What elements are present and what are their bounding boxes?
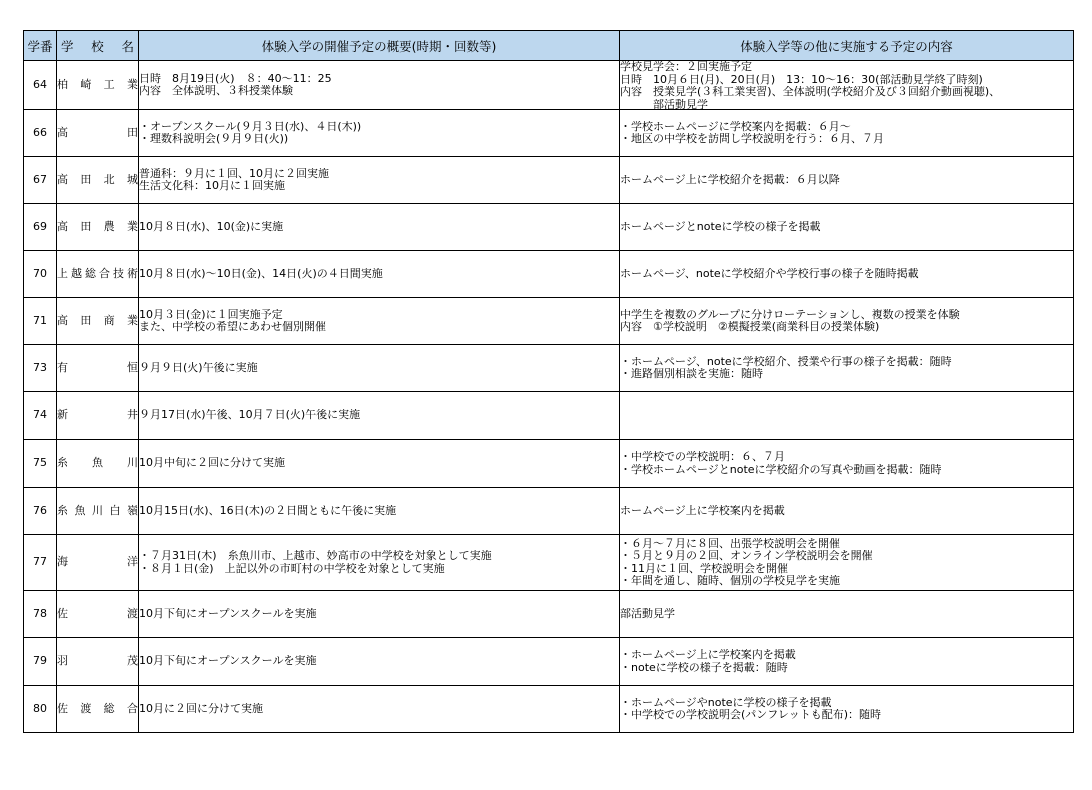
school-number: 66 — [24, 110, 57, 157]
overview-cell-line: 日時 8月19日(火) ８：40～11：25 — [139, 72, 332, 85]
overview-cell — [139, 110, 620, 157]
other-content-cell-line: ・５月と９月の２回、オンライン学校説明会を開催 — [620, 550, 873, 562]
other-content-cell — [620, 298, 1074, 345]
overview-cell — [139, 535, 620, 591]
school-name: 有恒 — [57, 345, 139, 392]
table-row — [24, 204, 1074, 251]
overview-cell-line: 10月３日(金)に１回実施予定 — [139, 308, 283, 321]
table-row — [24, 251, 1074, 298]
school-name: 高田農業 — [57, 204, 139, 251]
header-other: 体験入学等の他に実施する予定の内容 — [620, 31, 1074, 61]
other-content-cell-line: ・年間を通し、随時、個別の学校見学を実施 — [620, 575, 840, 587]
table-row — [24, 61, 1074, 110]
school-number: 70 — [24, 251, 57, 298]
other-content-cell — [620, 638, 1074, 686]
overview-cell-line: また、中学校の希望にあわせ個別開催 — [139, 321, 326, 333]
school-name: 柏崎工業 — [57, 61, 139, 110]
school-name: 上越総合技術 — [57, 251, 139, 298]
overview-cell-line: 10月中旬に２回に分けて実施 — [139, 457, 285, 470]
school-name: 高田 — [57, 110, 139, 157]
other-content-cell-line: 学校見学会：２回実施予定 — [620, 61, 752, 73]
other-content-cell-line: ・学校ホームページに学校案内を掲載：６月～ — [620, 120, 851, 133]
school-number: 64 — [24, 61, 57, 110]
other-content-cell — [620, 251, 1074, 298]
other-content-cell-line: ホームページ上に学校紹介を掲載：６月以降 — [620, 173, 840, 186]
other-content-cell-line: 内容 授業見学(３科工業実習)、全体説明(学校紹介及び３回紹介動画視聴)、 — [620, 86, 1001, 98]
overview-cell — [139, 686, 620, 733]
school-name: 高田北城 — [57, 157, 139, 204]
header-school — [57, 31, 139, 61]
other-content-cell — [620, 61, 1074, 110]
school-name: 高田商業 — [57, 298, 139, 345]
other-content-cell — [620, 392, 1074, 440]
other-content-cell-line: 中学生を複数のグループに分けローテーションし、複数の授業を体験 — [620, 308, 960, 321]
school-name: 佐渡 — [57, 591, 139, 638]
school-name: 糸魚川白嶺 — [57, 488, 139, 535]
overview-cell — [139, 251, 620, 298]
school-name: 羽茂 — [57, 638, 139, 686]
table-row — [24, 638, 1074, 686]
other-content-cell-line: ・11月に１回、学校説明会を開催 — [620, 562, 788, 575]
schedule-table — [23, 30, 1074, 733]
other-content-cell — [620, 591, 1074, 638]
school-number: 75 — [24, 440, 57, 488]
overview-cell — [139, 591, 620, 638]
overview-cell-line: 内容 全体説明、３科授業体験 — [139, 85, 293, 97]
overview-cell-line: ９月17日(水)午後、10月７日(火)午後に実施 — [139, 409, 361, 422]
other-content-cell-line: ・進路個別相談を実施：随時 — [620, 368, 763, 380]
header-number: 学番 — [24, 31, 57, 61]
overview-cell — [139, 392, 620, 440]
overview-cell-line: ・７月31日(木) 糸魚川市、上越市、妙高市の中学校を対象として実施 — [139, 550, 492, 562]
other-content-cell — [620, 345, 1074, 392]
other-content-cell — [620, 535, 1074, 591]
school-name: 佐渡総合 — [57, 686, 139, 733]
header-school-label: 学 校 名 — [61, 38, 134, 54]
other-content-cell-line: ・ホームページ、noteに学校紹介、授業や行事の様子を掲載：随時 — [620, 355, 952, 368]
overview-cell-line: 10月に２回に分けて実施 — [139, 702, 263, 715]
other-content-cell-line: ・学校ホームページとnoteに学校紹介の写真や動画を掲載：随時 — [620, 463, 942, 476]
table-row — [24, 157, 1074, 204]
table-row — [24, 488, 1074, 535]
overview-cell-line: 普通科：９月に１回、10月に２回実施 — [139, 167, 329, 180]
overview-cell-line: 10月下旬にオープンスクールを実施 — [139, 607, 317, 620]
other-content-cell-line: ・地区の中学校を訪問し学校説明を行う：６月、７月 — [620, 133, 884, 145]
other-content-cell-line: 部活動見学 — [620, 607, 675, 620]
other-content-cell-line: 部活動見学 — [620, 98, 708, 109]
other-content-cell — [620, 157, 1074, 204]
overview-cell-line: 10月８日(水)、10(金)に実施 — [139, 220, 284, 233]
school-number: 73 — [24, 345, 57, 392]
other-content-cell-line: ホームページとnoteに学校の様子を掲載 — [620, 220, 821, 233]
overview-cell — [139, 61, 620, 110]
overview-cell-line: ９月９日(火)午後に実施 — [139, 361, 258, 374]
other-content-cell — [620, 686, 1074, 733]
other-content-cell-line: 内容 ①学校説明 ②模擬授業(商業科目の授業体験) — [620, 321, 880, 333]
overview-cell — [139, 157, 620, 204]
overview-cell — [139, 204, 620, 251]
other-content-cell-line: ホームページ上に学校案内を掲載 — [620, 504, 785, 517]
overview-cell-line: ・８月１日(金) 上記以外の市町村の中学校を対象として実施 — [139, 562, 445, 575]
other-content-cell-line: ホームページ、noteに学校紹介や学校行事の様子を随時掲載 — [620, 267, 919, 280]
table-row — [24, 392, 1074, 440]
table-row — [24, 110, 1074, 157]
school-name: 海洋 — [57, 535, 139, 591]
overview-cell — [139, 440, 620, 488]
overview-cell — [139, 638, 620, 686]
overview-cell — [139, 298, 620, 345]
table-row — [24, 591, 1074, 638]
table-row — [24, 535, 1074, 591]
school-number: 77 — [24, 535, 57, 591]
overview-cell — [139, 345, 620, 392]
overview-cell-line: ・オープンスクール(９月３日(水)、４日(木)) — [139, 120, 362, 133]
other-content-cell-line: ・中学校での学校説明会(パンフレットも配布)：随時 — [620, 709, 882, 721]
table-row — [24, 345, 1074, 392]
school-number: 69 — [24, 204, 57, 251]
school-number: 74 — [24, 392, 57, 440]
other-content-cell — [620, 488, 1074, 535]
overview-cell-line: 10月15日(水)、16日(木)の２日間ともに午後に実施 — [139, 504, 397, 517]
school-number: 76 — [24, 488, 57, 535]
overview-cell-line: 10月下旬にオープンスクールを実施 — [139, 655, 317, 668]
other-content-cell-line: ・ホームページ上に学校案内を掲載 — [620, 649, 796, 661]
table-row — [24, 440, 1074, 488]
school-number: 79 — [24, 638, 57, 686]
overview-cell — [139, 488, 620, 535]
table-row — [24, 686, 1074, 733]
other-content-cell-line: ・noteに学校の様子を掲載：随時 — [620, 661, 788, 674]
table-row — [24, 298, 1074, 345]
header-row — [24, 31, 1074, 61]
overview-cell-line: 10月８日(水)～10日(金)、14日(火)の４日間実施 — [139, 267, 383, 280]
school-name: 糸魚川 — [57, 440, 139, 488]
school-number: 80 — [24, 686, 57, 733]
other-content-cell — [620, 110, 1074, 157]
school-number: 71 — [24, 298, 57, 345]
other-content-cell — [620, 440, 1074, 488]
school-name: 新井 — [57, 392, 139, 440]
overview-cell-line: 生活文化科：10月に１回実施 — [139, 180, 285, 192]
header-overview: 体験入学の開催予定の概要(時期・回数等) — [139, 31, 620, 61]
overview-cell-line: ・理数科説明会(９月９日(火)) — [139, 133, 289, 145]
other-content-cell-line: ・６月～７月に８回、出張学校説明会を開催 — [620, 537, 840, 550]
other-content-cell-line: 日時 10月６日(月)、20日(月) 13：10～16：30(部活動見学終了時刻) — [620, 73, 983, 86]
other-content-cell-line: ・中学校での学校説明：６、７月 — [620, 451, 785, 463]
school-number: 78 — [24, 591, 57, 638]
other-content-cell-line: ・ホームページやnoteに学校の様子を掲載 — [620, 696, 832, 709]
school-number: 67 — [24, 157, 57, 204]
other-content-cell — [620, 204, 1074, 251]
